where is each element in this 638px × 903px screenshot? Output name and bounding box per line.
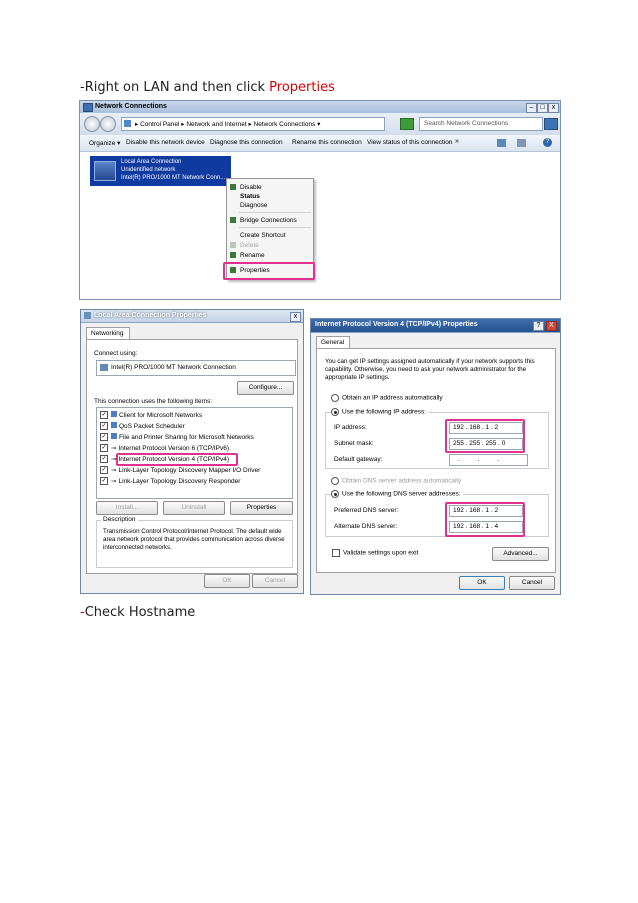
description-label: Description (103, 516, 136, 523)
menu-item-diagnose[interactable]: Diagnose (240, 202, 268, 209)
checkbox[interactable]: ✓ (101, 478, 107, 485)
connection-status: Unidentified network (121, 167, 176, 173)
client-icon (111, 411, 117, 417)
checkbox[interactable] (332, 549, 340, 557)
go-icon[interactable] (400, 118, 414, 130)
toolbar-rename[interactable]: Rename this connection (292, 139, 362, 146)
network-icon (83, 103, 93, 112)
radio[interactable] (331, 408, 339, 416)
lac-ok-button[interactable]: OK (204, 574, 250, 588)
uninstall-button[interactable]: Uninstall (163, 501, 225, 515)
menu-item-disable[interactable]: Disable (227, 182, 313, 193)
radio[interactable] (331, 394, 339, 402)
ipv4-ok-button[interactable]: OK (459, 576, 505, 590)
minimize-button[interactable]: – (526, 103, 537, 113)
lac-title: Local Area Connection Properties (94, 312, 207, 319)
lac-tab-networking[interactable]: Networking (86, 327, 130, 340)
list-item[interactable]: ✓ File and Printer Sharing for Microsoft Networks (101, 434, 254, 441)
shield-icon (230, 184, 236, 190)
items-list (96, 407, 293, 499)
address-bar[interactable] (121, 117, 385, 131)
help-button[interactable]: ? (533, 321, 544, 331)
connection-name: Local Area Connection (121, 159, 182, 165)
lac-cancel-button[interactable]: Cancel (252, 574, 298, 588)
control-panel-icon (124, 120, 131, 127)
description-group (96, 516, 293, 568)
obtain-ip-radio[interactable]: Obtain an IP address automatically (331, 394, 443, 402)
ip-highlight (445, 419, 525, 453)
menu-separator (239, 212, 311, 213)
alternate-dns-label: Alternate DNS server: (334, 523, 398, 530)
checkbox[interactable]: ✓ (101, 434, 107, 441)
checkbox[interactable]: ✓ (101, 445, 107, 452)
subnet-mask-label: Subnet mask: (334, 440, 374, 447)
toolbar-disable[interactable]: Disable this network device (126, 139, 205, 146)
obtain-dns-radio[interactable]: Obtain DNS server address automatically (331, 477, 461, 485)
shield-icon (230, 242, 236, 248)
list-item[interactable]: ✓ Client for Microsoft Networks (101, 412, 203, 419)
views-icon[interactable] (497, 139, 506, 147)
menu-item-create-shortcut[interactable]: Create Shortcut (240, 232, 286, 239)
ipv4-titlebar (311, 319, 560, 333)
ip-address-field[interactable]: 192 . 168 . 1 . 2 (449, 422, 523, 434)
protocol-icon: ⊸ (111, 478, 117, 485)
install-button[interactable]: Install... (96, 501, 158, 515)
properties-button[interactable]: Properties (230, 501, 293, 515)
menu-item-delete[interactable]: Delete (227, 240, 313, 251)
ipv4-tab-panel (316, 348, 556, 573)
protocol-icon: ⊸ (111, 467, 117, 474)
caption-top-highlight: Properties (269, 80, 335, 95)
network-icon (84, 312, 91, 319)
connection-device: Intel(R) PRO/1000 MT Network Conn... (121, 175, 226, 181)
default-gateway-label: Default gateway: (334, 456, 383, 463)
toolbar-view-status[interactable]: View status of this connection (367, 139, 453, 146)
alternate-dns-field[interactable]: 192 . 168 . 1 . 4 (449, 521, 523, 533)
list-item[interactable]: ✓ QoS Packet Scheduler (101, 423, 185, 430)
lac-properties-dialog (80, 309, 304, 594)
subnet-mask-field[interactable]: 255 . 255 . 255 . 0 (449, 438, 523, 450)
caption-bottom-text: Check Hostname (84, 605, 196, 620)
sharing-icon (111, 433, 117, 439)
caption-bottom-dash: - (80, 605, 85, 620)
configure-button[interactable]: Configure... (237, 381, 294, 395)
menu-item-rename[interactable]: Rename (227, 250, 313, 261)
toolbar-diagnose[interactable]: Diagnose this connection (210, 139, 283, 146)
search-input[interactable] (419, 117, 543, 131)
caption-bottom (80, 605, 195, 620)
lac-tab-panel (86, 339, 298, 574)
network-connections-window (79, 100, 561, 300)
ipv4-highlight (116, 453, 238, 466)
use-ip-radio[interactable]: Use the following IP address: (331, 408, 428, 416)
menu-item-status[interactable]: Status (240, 193, 260, 200)
validate-checkbox[interactable]: Validate settings upon exit (332, 549, 418, 557)
checkbox[interactable]: ✓ (101, 412, 107, 419)
caption-top (80, 80, 335, 95)
advanced-button[interactable]: Advanced... (492, 547, 549, 561)
ipv4-cancel-button[interactable]: Cancel (509, 576, 555, 590)
shield-icon (230, 217, 236, 223)
ipv4-tab-general[interactable]: General (316, 336, 350, 349)
adapter-icon (100, 364, 108, 371)
network-adapter-icon (94, 161, 116, 181)
list-item-ipv4[interactable]: ✓ ⊸ Internet Protocol Version 4 (TCP/IPv4) (101, 456, 230, 463)
menu-item-properties[interactable]: Properties (227, 265, 313, 276)
search-icon[interactable] (544, 118, 558, 130)
radio[interactable] (331, 477, 339, 485)
address-breadcrumb[interactable]: ▸ Control Panel ▸ Network and Internet ▸ Network Connections ▾ (135, 121, 321, 128)
shield-icon (230, 252, 236, 258)
command-bar (80, 135, 560, 152)
checkbox[interactable]: ✓ (101, 456, 107, 463)
menu-item-bridge[interactable]: Bridge Connections (227, 215, 313, 226)
caption-top-prefix: -Right on LAN and then click (80, 80, 270, 95)
close-button[interactable]: x (548, 103, 559, 113)
list-item[interactable]: ✓ ⊸ Link-Layer Topology Discovery Mapper I/O Driver (101, 467, 261, 474)
lac-titlebar (81, 310, 303, 323)
toolbar-organize[interactable]: Organize ▾ (89, 140, 121, 147)
protocol-icon: ⊸ (111, 445, 117, 452)
list-item[interactable]: ✓ ⊸ Internet Protocol Version 6 (TCP/IPv6) (101, 445, 230, 452)
list-item[interactable]: ✓ ⊸ Link-Layer Topology Discovery Responder (101, 478, 241, 485)
forward-icon[interactable] (100, 116, 116, 132)
preferred-dns-label: Preferred DNS server: (334, 507, 399, 514)
items-label: This connection uses the following items: (94, 398, 213, 405)
back-icon[interactable] (84, 116, 100, 132)
lac-close-button[interactable]: x (290, 312, 301, 322)
ipv4-properties-dialog (310, 318, 561, 595)
ipv4-title: Internet Protocol Version 4 (TCP/IPv4) Properties (315, 321, 478, 328)
ipv4-close-button[interactable]: X (546, 321, 557, 331)
window-title: Network Connections (95, 103, 167, 110)
adapter-field: Intel(R) PRO/1000 MT Network Connection (96, 360, 296, 376)
default-gateway-field[interactable]: . . . (449, 454, 528, 466)
use-dns-radio[interactable]: Use the following DNS server addresses: (331, 490, 463, 498)
preview-pane-icon[interactable] (517, 139, 526, 147)
connect-using-label: Connect using: (94, 350, 138, 357)
checkbox[interactable]: ✓ (101, 467, 107, 474)
help-icon[interactable]: ? (543, 138, 552, 147)
toolbar-more[interactable]: » (455, 138, 459, 145)
description-text: Transmission Control Protocol/Internet Protocol. The default wide area network protocol that provides communication across diverse interconnected networks. (103, 528, 285, 551)
maximize-button[interactable]: □ (537, 103, 548, 113)
ipv4-intro-text: You can get IP settings assigned automatically if your network supports this capability. Otherwise, you need to ask your network administrator for the appropriate IP settings. (325, 358, 535, 381)
checkbox[interactable]: ✓ (101, 423, 107, 430)
address-bar-row (80, 113, 560, 135)
preferred-dns-field[interactable]: 192 . 168 . 1 . 2 (449, 505, 523, 517)
menu-separator (239, 227, 311, 228)
properties-highlight (223, 262, 315, 280)
search-placeholder: Search Network Connections (424, 120, 509, 127)
dns-highlight (445, 502, 525, 537)
ip-address-label: IP address: (334, 424, 367, 431)
local-area-connection-item[interactable] (90, 156, 231, 186)
radio[interactable] (331, 490, 339, 498)
scheduler-icon (111, 422, 117, 428)
protocol-icon: ⊸ (111, 456, 117, 463)
